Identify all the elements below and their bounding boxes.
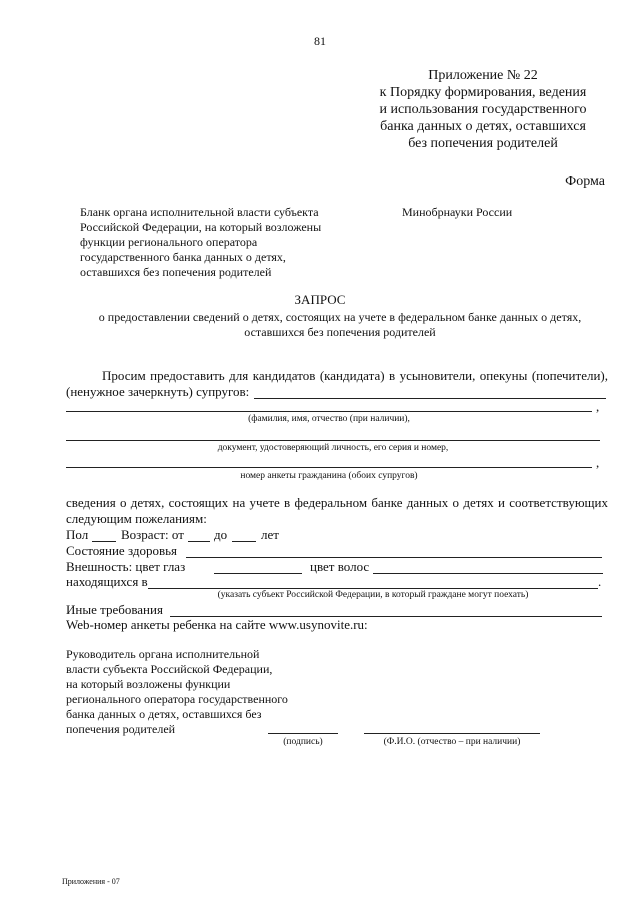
recipient: Минобрнауки России (402, 205, 513, 219)
full-name-field[interactable] (364, 733, 540, 734)
located-label: находящихся в (66, 574, 148, 589)
appendix-line-2: и использования государственного (379, 102, 587, 117)
signature-line-5: банка данных о детях, оставшихся без (66, 707, 262, 721)
document-field-line[interactable] (66, 440, 600, 441)
request-subtitle-1: о предоставлении сведений о детях, состоящих на учете в федеральном банке данных о детях, (98, 310, 582, 324)
caption-full-name: (Ф.И.О. (отчество – при наличии) (383, 737, 521, 747)
other-requirements-label: Иные требования (66, 602, 163, 617)
age-from-label: Возраст: от (121, 527, 184, 542)
age-from-field[interactable] (188, 541, 210, 542)
period: . (598, 574, 602, 589)
letterhead-line-1: Бланк органа исполнительной власти субъекта (80, 205, 319, 219)
request-subtitle-2: оставшихся без попечения родителей (244, 325, 436, 339)
hair-color-field[interactable] (373, 573, 603, 574)
request-paragraph-line-1: Просим предоставить для кандидатов (кандидата) в усыновители, опекуны (попечители), (102, 368, 608, 383)
health-field[interactable] (186, 557, 602, 558)
health-label: Состояние здоровья (66, 543, 178, 558)
appendix-title: Приложение № 22 (428, 68, 538, 83)
appendix-line-4: без попечения родителей (408, 136, 558, 151)
letterhead (80, 205, 360, 280)
request-paragraph-line-2: (ненужное зачеркнуть) супругов: (66, 384, 250, 399)
caption-region: (указать субъект Российской Федерации, в который граждане могут поехать) (217, 590, 529, 600)
eye-color-field[interactable] (214, 573, 302, 574)
web-number-label: Web-номер анкеты ребенка на сайте www.usynovite.ru: (66, 617, 368, 632)
signature-field[interactable] (268, 733, 338, 734)
signature-line-2: власти субъекта Российской Федерации, (66, 662, 273, 676)
spouses-field-line-1[interactable] (254, 398, 606, 399)
region-field[interactable] (148, 588, 598, 589)
caption-fio: (фамилия, имя, отчество (при наличии), (248, 414, 410, 424)
caption-signature: (подпись) (283, 737, 323, 747)
letterhead-line-4: государственного банка данных о детях, (80, 250, 286, 264)
hair-color-label: цвет волос (310, 559, 370, 574)
anketa-field-line[interactable] (66, 467, 592, 468)
comma-1: , (596, 399, 600, 414)
info-line-1: сведения о детях, состоящих на учете в федеральном банке данных о детях и соответствующих (66, 495, 608, 510)
signature-line-6: попечения родителей (66, 722, 176, 736)
spouses-field-line-2[interactable] (66, 411, 592, 412)
age-to-field[interactable] (232, 541, 256, 542)
page-number: 81 (314, 34, 326, 48)
age-to-label: до (214, 527, 228, 542)
footer: Приложения - 07 (62, 877, 120, 886)
appendix-line-1: к Порядку формирования, ведения (379, 85, 587, 100)
signature-line-3: на который возложены функции (66, 677, 231, 691)
head-signature-block (66, 647, 326, 737)
eye-color-label: Внешность: цвет глаз (66, 559, 186, 574)
appendix-line-3: банка данных о детях, оставшихся (380, 119, 586, 134)
sex-field[interactable] (92, 541, 116, 542)
signature-line-4: регионального оператора государственного (66, 692, 288, 706)
comma-2: , (596, 455, 600, 470)
letterhead-line-3: функции регионального оператора (80, 235, 258, 249)
letterhead-line-2: Российской Федерации, на который возложены (80, 220, 322, 234)
request-title: ЗАПРОС (294, 292, 346, 307)
age-unit: лет (261, 527, 279, 542)
sex-label: Пол (66, 527, 89, 542)
appendix-block (358, 67, 608, 152)
caption-document: документ, удостоверяющий личность, его серия и номер, (217, 443, 449, 453)
caption-anketa: номер анкеты гражданина (обоих супругов) (240, 471, 418, 481)
signature-line-1: Руководитель органа исполнительной (66, 647, 260, 661)
letterhead-line-5: оставшихся без попечения родителей (80, 265, 272, 279)
info-line-2: следующим пожеланиям: (66, 511, 207, 526)
form-label: Форма (565, 174, 605, 189)
